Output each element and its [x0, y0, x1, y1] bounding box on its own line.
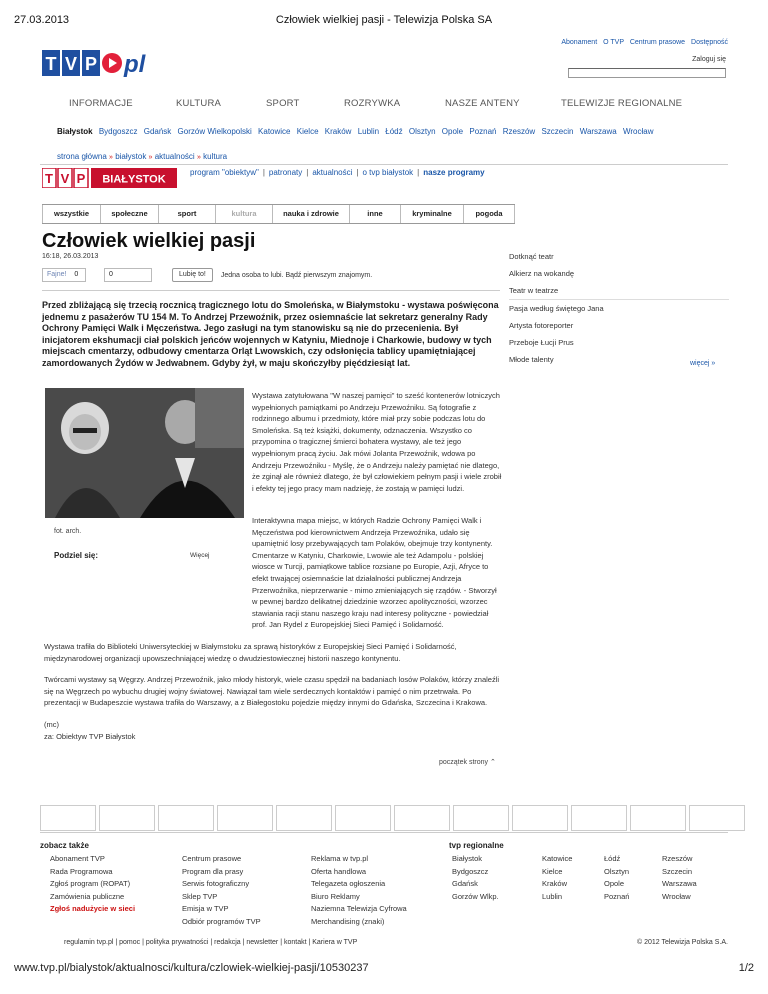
- divider: [42, 290, 500, 291]
- footer-banner-slots: [40, 805, 748, 831]
- like-button[interactable]: Lubię to!: [172, 268, 213, 282]
- footer-link[interactable]: Centrum prasowe: [182, 854, 242, 863]
- see-also-col-2: [182, 853, 261, 928]
- regional-col-2: [542, 853, 572, 903]
- svg-text:T: T: [45, 171, 53, 186]
- search-input[interactable]: [568, 68, 726, 78]
- tab-pogoda[interactable]: pogoda: [463, 205, 515, 223]
- tab-inne[interactable]: inne: [349, 205, 400, 223]
- banner-slot[interactable]: [40, 805, 96, 831]
- city-link[interactable]: Olsztyn: [408, 127, 436, 136]
- regional-link[interactable]: Białystok: [452, 854, 483, 863]
- breadcrumb-kultura[interactable]: kultura: [203, 152, 228, 161]
- top-link-abonament[interactable]: Abonament: [561, 39, 598, 46]
- tab-spoleczne[interactable]: społeczne: [100, 205, 158, 223]
- article-paragraph-2: Interaktywna mapa miejsc, w których Radzie Ochrony Pamięci Walk i Męczeństwa pod kierownictwem Andrzeja Przewoźnika, udało się upamiętnić losy przebywających tam Polaków, obejmuje trzy kontynenty. Cmentarze w Katyniu, Charkowie, Lwowie ale też Adampolu - polskiej wiosce w Turcji, pamiątkowe tablice rozsiane po Europie, Azji, Afryce to efekt trwającej osiemnaście lat działalności publicznej Andrzeja Przerwoźnika, nieprzerwanie - mimo zmieniających się rządów. - Stworzył w pewnej bardzo delikatnej dziedzinie wzorzec apolityczności, wzorzec stawiania racji stanu naszego kraju nad interesy polityczne - powiedział prof. Jan Rydel z Europejskiej Sieci Pamięć i Solidarność.: [252, 516, 497, 630]
- banner-slot[interactable]: [217, 805, 273, 831]
- regional-col-4: [662, 853, 697, 903]
- city-link[interactable]: Bydgoszcz: [98, 127, 138, 136]
- share-label: Podziel się:: [54, 551, 99, 560]
- article-source: za: Obiektyw TVP Białystok: [44, 731, 136, 741]
- regional-link[interactable]: Opole: [604, 879, 625, 888]
- nav-informacje[interactable]: INFORMACJE: [69, 98, 133, 109]
- regional-link[interactable]: Wrocław: [662, 891, 691, 901]
- print-date: 27.03.2013: [14, 14, 70, 26]
- like-text: Jedna osoba to lubi. Bądź pierwszym znajomym.: [220, 271, 373, 279]
- city-link[interactable]: Poznań: [469, 127, 497, 136]
- footer-link[interactable]: Abonament TVP: [50, 854, 105, 863]
- banner-slot[interactable]: [276, 805, 332, 831]
- footer-link[interactable]: Oferta handlowa: [311, 866, 367, 876]
- related-link[interactable]: Artysta fotoreporter: [509, 321, 574, 330]
- report-abuse-link[interactable]: Zgłoś nadużycie w sieci: [50, 904, 136, 913]
- article-title: Człowiek wielkiej pasji: [42, 230, 256, 252]
- breadcrumb-separator: »: [196, 154, 201, 161]
- city-link[interactable]: Wrocław: [622, 127, 654, 136]
- svg-text:T: T: [45, 54, 57, 74]
- print-page-number: 1/2: [738, 962, 754, 974]
- separator: |: [356, 168, 359, 177]
- regional-link[interactable]: Warszawa: [662, 879, 697, 888]
- regional-link[interactable]: Szczecin: [662, 866, 693, 876]
- banner-slot[interactable]: [394, 805, 450, 831]
- tab-nauka-i-zdrowie[interactable]: nauka i zdrowie: [272, 205, 349, 223]
- separator: |: [417, 168, 420, 177]
- fajne-count: 0: [74, 271, 79, 278]
- divider: [509, 299, 729, 300]
- nav-nasze-anteny[interactable]: NASZE ANTENY: [445, 98, 520, 109]
- city-link[interactable]: Opole: [441, 127, 464, 136]
- tvp-logo[interactable]: [42, 44, 167, 89]
- article-author: (mc): [44, 719, 59, 729]
- breadcrumb-separator: »: [109, 154, 113, 161]
- breadcrumb-home[interactable]: strona główna: [57, 152, 107, 161]
- regional-title: tvp regionalne: [449, 841, 504, 850]
- article-paragraph-3: Wystawa trafiła do Biblioteki Uniwersyteckiej w Białymstoku za sprawą historyków z Europejskiej Sieci Pamięć i Solidarność, międzynarodowej organizacji upowszechniającej wiedzę o dwudziestowiecznej historii naszego kontynentu.: [44, 641, 457, 663]
- nav-kultura[interactable]: KULTURA: [176, 98, 222, 109]
- city-link[interactable]: Rzeszów: [502, 127, 536, 136]
- regional-link[interactable]: Rzeszów: [662, 854, 693, 863]
- city-nav: [57, 127, 658, 136]
- svg-text:pl: pl: [124, 51, 146, 78]
- footer-link[interactable]: Rada Programowa: [50, 866, 113, 876]
- regional-col-3: [604, 853, 629, 903]
- regional-link[interactable]: Olsztyn: [604, 866, 630, 876]
- related-link[interactable]: Alkierz na wokandę: [509, 269, 575, 278]
- nav-telewizje-regionalne[interactable]: TELEWIZJE REGIONALNE: [561, 98, 683, 109]
- article-lead: Przed zbliżającą się trzecią rocznicą tragicznego lotu do Smoleńska, w Białymstoku - wystawa poświęcona jednemu z pasażerów TU 154 M. To Andrzej Przewoźnik, przez osiemnaście lat sekretarz generalny Rady Ochrony Pamięci Walk i Męczeństwa. Jego zasługi na tym stanowisku są nie do przecenienia. Był inicjatorem ekshumacji ciał polskich jeńców wojennych w Katyniu, Miednoje i Charkowie, budowy w tych miejscach cmentarzy, odbudowy cmentarza Orląt Lwowskich, czy odsłonięcia tablicy upamiętniającej zamordowanych Żydów w Jedwabnem. Gdyby żył, w maju skończyłby pięćdziesiąt lat.: [42, 300, 499, 368]
- related-link[interactable]: Przeboje Łucji Prus: [509, 338, 574, 347]
- svg-text:V: V: [64, 54, 78, 74]
- footer-links[interactable]: regulamin tvp.pl | pomoc | polityka prywatności | redakcja | newsletter | kontakt | Kariera w TVP: [64, 939, 358, 946]
- nav-rozrywka[interactable]: ROZRYWKA: [344, 98, 401, 109]
- regional-link[interactable]: Łódź: [604, 854, 621, 863]
- breadcrumb: [57, 152, 227, 161]
- regional-link[interactable]: Katowice: [542, 854, 573, 863]
- banner-slot[interactable]: [335, 805, 391, 831]
- tvp-bialystok-logo[interactable]: [42, 168, 177, 193]
- regional-link[interactable]: Kraków: [542, 879, 568, 888]
- svg-text:BIAŁYSTOK: BIAŁYSTOK: [102, 173, 166, 186]
- top-link-o-tvp[interactable]: O TVP: [603, 39, 624, 46]
- city-link[interactable]: Kraków: [324, 127, 352, 136]
- city-link[interactable]: Białystok: [57, 127, 93, 136]
- footer-link[interactable]: Reklama w tvp.pl: [311, 854, 369, 863]
- sidebar-more-link[interactable]: więcej »: [690, 360, 716, 367]
- program-link-nasze-programy[interactable]: nasze programy: [423, 168, 485, 177]
- copyright: © 2012 Telewizja Polska S.A.: [636, 939, 728, 946]
- banner-slot[interactable]: [158, 805, 214, 831]
- nav-sport[interactable]: SPORT: [266, 98, 300, 109]
- breadcrumb-aktualnosci[interactable]: aktualności: [154, 152, 195, 161]
- related-link[interactable]: Dotknąć teatr: [509, 252, 554, 261]
- regional-col-1: [452, 853, 499, 903]
- footer-link[interactable]: Telegazeta ogłoszenia: [311, 879, 386, 888]
- program-link-o-tvp[interactable]: o tvp białystok: [362, 168, 414, 177]
- svg-text:V: V: [60, 171, 70, 186]
- program-link-patronaty[interactable]: patronaty: [268, 168, 303, 177]
- see-also-title: zobacz także: [40, 841, 89, 850]
- footer-link[interactable]: Emisja w TVP: [182, 904, 229, 913]
- top-link-dostepnosc[interactable]: Dostępność: [691, 39, 728, 46]
- regional-link[interactable]: Poznań: [604, 891, 630, 901]
- footer-link[interactable]: Zgłoś program (ROPAT): [50, 879, 131, 888]
- banner-slot[interactable]: [571, 805, 627, 831]
- see-also-col-3: [311, 853, 407, 928]
- separator: |: [262, 168, 265, 177]
- related-link[interactable]: Pasja według świętego Jana: [509, 304, 604, 313]
- city-link[interactable]: Łódź: [385, 127, 403, 136]
- tab-kultura[interactable]: kultura: [215, 205, 272, 223]
- article-paragraph-4: Twórcami wystawy są Węgrzy. Andrzej Przewoźnik, jako młody historyk, wiele czasu spędził na badaniach losów Polaków, którzy znaleźli się na Węgrzech po wybuchu drugiej wojny światowej. Nawiązał tam wiele serdecznych kontaktów i pamięć o nim przetrwała. Po prezentacji w Budapeszcie wystawa trafiła do Warszawy, a z Białegostoku pojedzie między innymi do Gdańska, Szczecina i Krakowa.: [44, 675, 500, 708]
- regional-link[interactable]: Bydgoszcz: [452, 866, 489, 876]
- regional-link[interactable]: Lublin: [542, 891, 563, 901]
- footer-link[interactable]: Odbiór programów TVP: [182, 916, 261, 926]
- tab-sport[interactable]: sport: [158, 205, 215, 223]
- share-more-button[interactable]: Więcej: [190, 552, 210, 559]
- login-link[interactable]: Zaloguj się: [692, 56, 726, 63]
- svg-text:P: P: [76, 171, 86, 186]
- city-link[interactable]: Kielce: [296, 127, 319, 136]
- city-link[interactable]: Szczecin: [541, 127, 574, 136]
- footer-link[interactable]: Biuro Reklamy: [311, 891, 360, 901]
- footer-link[interactable]: Sklep TVP: [182, 891, 218, 901]
- footer-link[interactable]: Merchandising (znaki): [311, 916, 385, 926]
- related-link[interactable]: Teatr w teatrze: [509, 286, 559, 295]
- tab-wszystkie[interactable]: wszystkie: [42, 205, 100, 223]
- footer-link[interactable]: Program dla prasy: [182, 866, 244, 876]
- related-link[interactable]: Młode talenty: [509, 355, 554, 364]
- facebook-widgets: [42, 268, 372, 282]
- photo-caption: fot. arch.: [54, 528, 82, 535]
- like-count-box: 0: [104, 268, 152, 282]
- divider: [40, 832, 728, 833]
- see-also-col-1: [50, 853, 135, 916]
- divider: [40, 164, 728, 165]
- footer-link[interactable]: Serwis fotograficzny: [182, 879, 250, 888]
- article-date: 16:18, 26.03.2013: [42, 253, 99, 260]
- breadcrumb-bialystok[interactable]: białystok: [115, 152, 147, 161]
- footer-link[interactable]: Naziemna Telewizja Cyfrowa: [311, 904, 407, 913]
- top-link-centrum[interactable]: Centrum prasowe: [629, 39, 686, 46]
- fajne-widget[interactable]: [42, 268, 86, 282]
- article-photo: [45, 388, 244, 518]
- city-link[interactable]: Warszawa: [579, 127, 617, 136]
- regional-link[interactable]: Gdańsk: [452, 879, 478, 888]
- back-to-top-link[interactable]: początek strony ⌃: [439, 759, 496, 766]
- program-link-obiektyw[interactable]: program "obiektyw": [190, 168, 259, 177]
- city-link[interactable]: Katowice: [258, 127, 291, 136]
- print-url: www.tvp.pl/bialystok/aktualnosci/kultura/czlowiek-wielkiej-pasji/10530237: [14, 962, 369, 974]
- banner-slot[interactable]: [453, 805, 509, 831]
- tab-kryminalne[interactable]: kryminalne: [400, 205, 463, 223]
- print-title: Człowiek wielkiej pasji - Telewizja Polska SA: [275, 14, 493, 26]
- program-link-aktualnosci[interactable]: aktualności: [312, 168, 353, 177]
- city-link[interactable]: Lublin: [357, 127, 380, 136]
- article-paragraph-1: Wystawa zatytułowana "W naszej pamięci" to sześć kontenerów lotniczych wypełnionych pamiątkami po Andrzeju Przewoźniku. Są fotografie z rodzinnego albumu i przedmioty, które miał przy sobie podczas lotu do Smoleńska. Są też książki, dokumenty, odznaczenia. Wszystko co przypomina o tragicznej śmierci bohatera wystawy, ale też jego wypełnionym pracą życiu. Jak mówi Jolanta Przewoźnik, wdowa po Andrzeju Przewoźniku - Myślę, że o Andrzeju należy pamiętać nie dlatego, że zginął ale również dlatego, że był człowiekiem pełnym pasji i wiele zrobił i efekty tej jego pracy mam nadzieję, że zostają w pamięci ludzi.: [252, 391, 502, 493]
- top-links: [557, 39, 728, 46]
- article-paragraphs: [44, 515, 502, 742]
- breadcrumb-separator: »: [148, 154, 153, 161]
- category-tabs: [42, 204, 515, 224]
- city-link[interactable]: Gdańsk: [143, 127, 172, 136]
- program-nav: [190, 168, 485, 177]
- regional-link[interactable]: Kielce: [542, 866, 563, 876]
- separator: |: [306, 168, 309, 177]
- footer-link[interactable]: Zamówienia publiczne: [50, 891, 125, 901]
- banner-slot[interactable]: [512, 805, 568, 831]
- svg-text:P: P: [84, 54, 98, 74]
- city-link[interactable]: Gorzów Wielkopolski: [177, 127, 252, 136]
- banner-slot[interactable]: [99, 805, 155, 831]
- banner-slot[interactable]: [630, 805, 686, 831]
- regional-link[interactable]: Gorzów Wlkp.: [452, 891, 499, 901]
- fajne-label: Fajne!: [47, 271, 67, 278]
- banner-slot[interactable]: [689, 805, 745, 831]
